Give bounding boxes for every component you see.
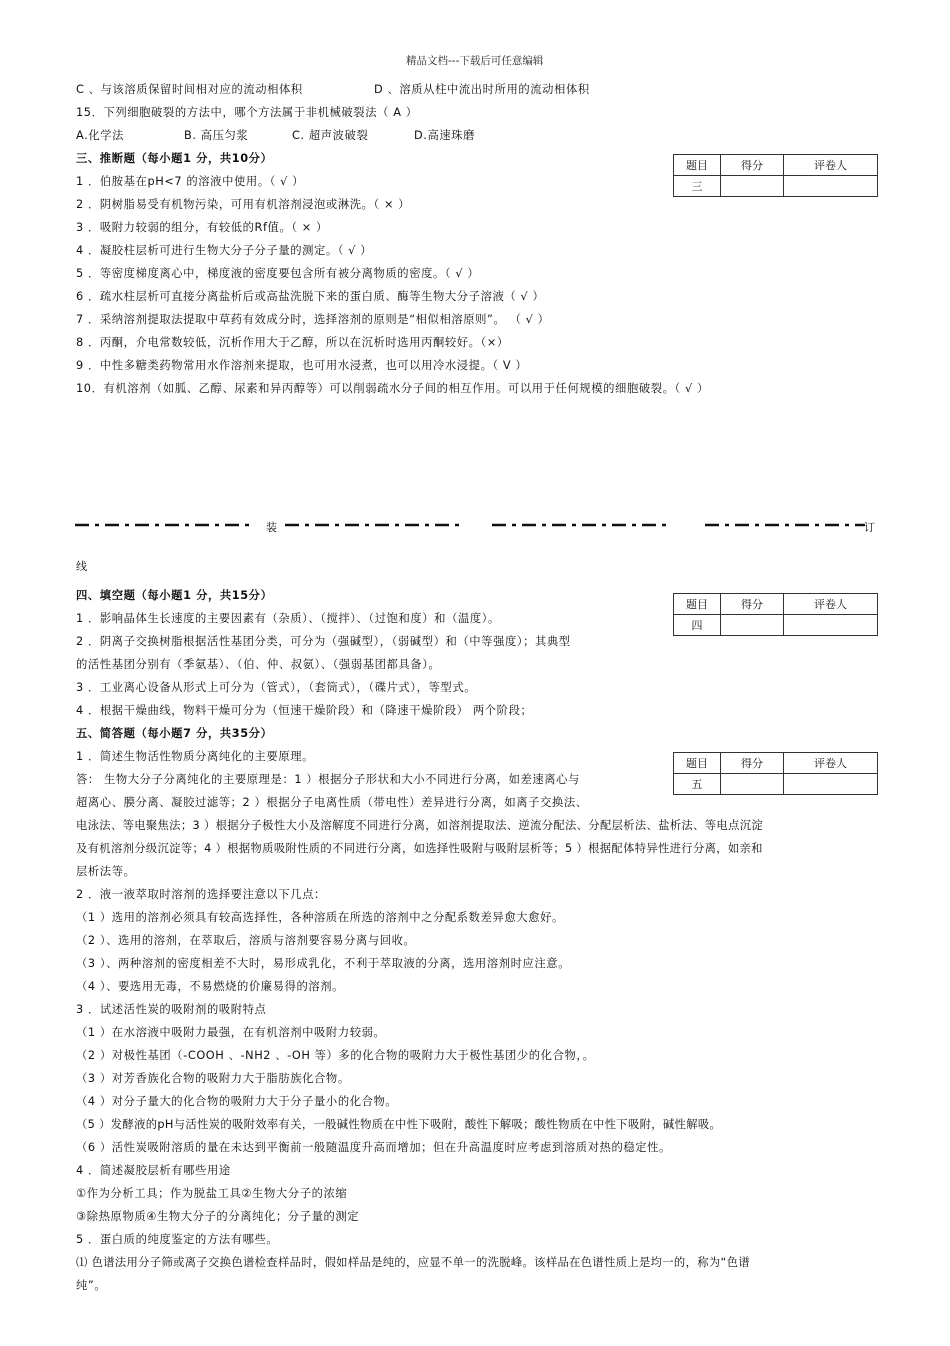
section5-score-table: [673, 752, 878, 795]
section5-q3-item: （5 ）发酵液的pH与活性炭的吸附效率有关，一般碱性物质在中性下吸附，酸性下解吸；酸性物质在中性下吸附，碱性解吸。: [76, 1118, 722, 1131]
score-header-score: 得分: [721, 753, 784, 774]
section3-item: 6 ．疏水柱层析可直接分离盐析后或高盐洗脱下来的蛋白质、酶等生物大分子溶液（ √ ）: [76, 290, 545, 303]
section5-q4-item: ①作为分析工具；作为脱盐工具②生物大分子的浓缩: [76, 1187, 348, 1200]
score-header-item: 题目: [674, 155, 721, 176]
section5-q2-item: （3 ）、两种溶剂的密度相差不大时，易形成乳化，不利于萃取液的分离，选用溶剂时应注意。: [76, 957, 571, 970]
q15-option-c: C. 超声波破裂: [292, 129, 369, 142]
q15-option-b: B. 高压匀浆: [184, 129, 249, 142]
section5-q3-item: （3 ）对芳香族化合物的吸附力大于脂肪族化合物。: [76, 1072, 350, 1085]
grader-cell: [784, 615, 878, 636]
section5-q2-question: 2 ．液一液萃取时溶剂的选择要注意以下几点：: [76, 888, 326, 901]
cut-line-ding: 订: [864, 521, 875, 534]
q14-option-d: D 、溶质从柱中流出时所用的流动相体积: [374, 83, 590, 96]
score-header-grader: 评卷人: [784, 155, 878, 176]
section5-q5-question: 5 ．蛋白质的纯度鉴定的方法有哪些。: [76, 1233, 279, 1246]
section3-score-table: [673, 154, 878, 197]
section4-item: 的活性基团分别有（季氨基）、（伯、仲、叔氨）、（强弱基团都具备）。: [76, 658, 441, 671]
section5-q4-item: ③除热原物质④生物大分子的分离纯化；分子量的测定: [76, 1210, 360, 1223]
section5-q1-answer: 超离心、膜分离、凝胶过滤等；2 ）根据分子电离性质（带电性）差异进行分离，如离子交换法、: [76, 796, 588, 809]
score-header-item: 题目: [674, 594, 721, 615]
section5-q1-answer: 及有机溶剂分级沉淀等；4 ）根据物质吸附性质的不同进行分离，如选择性吸附与吸附层析等；5 ）根据配体特异性进行分离，如亲和: [76, 842, 763, 855]
q15-option-a: A.化学法: [76, 129, 125, 142]
section5-q5-line: 纯”。: [76, 1279, 107, 1292]
section5-q1-answer: 电泳法、等电聚焦法；3 ）根据分子极性大小及溶解度不同进行分离，如溶剂提取法、逆流分配法、分配层析法、盐析法、等电点沉淀: [76, 819, 764, 832]
section3-item: 8 ．丙酮，介电常数较低，沉析作用大于乙醇，所以在沉析时选用丙酮较好。（×）: [76, 336, 509, 349]
section3-item: 4 ．凝胶柱层析可进行生物大分子分子量的测定。（ √ ）: [76, 244, 373, 257]
cut-line-segment: [705, 523, 865, 527]
section5-q2-item: （1 ）选用的溶剂必须具有较高选择性，各种溶质在所选的溶剂中之分配系数差异愈大愈好。: [76, 911, 564, 924]
section3-item: 3 ．吸附力较弱的组分，有较低的Rf值。（ × ）: [76, 221, 328, 234]
section5-q2-item: （2 ）、选用的溶剂，在萃取后，溶质与溶剂要容易分离与回收。: [76, 934, 416, 947]
section5-q2-item: （4 ）、要选用无毒，不易燃烧的价廉易得的溶剂。: [76, 980, 345, 993]
section4-item: 3 ．工业离心设备从形式上可分为（管式），（套筒式），（碟片式），等型式。: [76, 681, 477, 694]
score-item-label: 三: [674, 176, 721, 197]
score-header-score: 得分: [721, 594, 784, 615]
section3-title: 三、推断题（每小题1 分，共10分）: [76, 152, 273, 165]
section4-title: 四、填空题（每小题1 分，共15分）: [76, 589, 273, 602]
score-item-label: 四: [674, 615, 721, 636]
section5-q3-question: 3 ．试述活性炭的吸附剂的吸附特点: [76, 1003, 267, 1016]
section3-item: 9 ．中性多糖类药物常用水作溶剂来提取，也可用水浸煮，也可以用冷水浸提。（ V ）: [76, 359, 528, 372]
cut-line-segment: [285, 523, 461, 527]
cut-line-zhuang: 装: [266, 521, 277, 534]
cut-line-xian: 线: [76, 560, 87, 573]
score-value-cell: [721, 615, 784, 636]
q15-option-d: D.高速珠磨: [414, 129, 476, 142]
section4-item: 2 ．阴离子交换树脂根据活性基团分类，可分为（强碱型），（弱碱型）和（中等强度）；其典型: [76, 635, 571, 648]
section3-item: 5 ．等密度梯度离心中，梯度液的密度要包含所有被分离物质的密度。（ √ ）: [76, 267, 480, 280]
section5-title: 五、简答题（每小题7 分，共35分）: [76, 727, 273, 740]
section5-q1-answer: 答： 生物大分子分离纯化的主要原理是：1 ）根据分子形状和大小不同进行分离，如差速离心与: [76, 773, 580, 786]
section5-q1-answer: 层析法等。: [76, 865, 136, 878]
section4-score-table: [673, 593, 878, 636]
score-header-grader: 评卷人: [784, 753, 878, 774]
section3-item: 2 ．阴树脂易受有机物污染，可用有机溶剂浸泡或淋洗。（ × ）: [76, 198, 411, 211]
score-item-label: 五: [674, 774, 721, 795]
section5-q3-item: （1 ）在水溶液中吸附力最强，在有机溶剂中吸附力较弱。: [76, 1026, 386, 1039]
section3-item: 1 ．伯胺基在pH<7 的溶液中使用。（ √ ）: [76, 175, 304, 188]
section4-item: 1 ．影响晶体生长速度的主要因素有（杂质）、（搅拌）、（过饱和度）和（温度）。: [76, 612, 500, 625]
score-header-grader: 评卷人: [784, 594, 878, 615]
cut-line-segment: [492, 523, 668, 527]
section5-q3-item: （4 ）对分子量大的化合物的吸附力大于分子量小的化合物。: [76, 1095, 398, 1108]
section3-item: 7 ．采纳溶剂提取法提取中草药有效成分时，选择溶剂的原则是“相似相溶原则”。 （ √ ）: [76, 313, 550, 326]
grader-cell: [784, 176, 878, 197]
score-value-cell: [721, 176, 784, 197]
score-value-cell: [721, 774, 784, 795]
q14-option-c: C 、与该溶质保留时间相对应的流动相体积: [76, 83, 303, 96]
section3-item: 10．有机溶剂（如胍、乙醇、尿素和异丙醇等）可以削弱疏水分子间的相互作用。可以用于任何规模的细胞破裂。（ √ ）: [76, 382, 709, 395]
cut-line-segment: [75, 523, 251, 527]
section5-q1-question: 1 ．简述生物活性物质分离纯化的主要原理。: [76, 750, 315, 763]
score-header-item: 题目: [674, 753, 721, 774]
page-header: 精品文档---下载后可任意编辑: [406, 55, 544, 67]
section5-q3-item: （6 ）活性炭吸附溶质的量在未达到平衡前一般随温度升高而增加；但在升高温度时应考虑到溶质对热的稳定性。: [76, 1141, 671, 1154]
section5-q4-question: 4 ．简述凝胶层析有哪些用途: [76, 1164, 231, 1177]
section5-q5-line: ⑴ 色谱法用分子筛或离子交换色谱检查样品时，假如样品是纯的，应显不单一的洗脱峰。该样品在色谱性质上是均一的，称为“色谱: [76, 1256, 751, 1269]
section5-q3-item: （2 ）对极性基团（-COOH 、-NH2 、-OH 等）多的化合物的吸附力大于极性基团少的化合物，。: [76, 1049, 595, 1062]
q15-question: 15．下列细胞破裂的方法中，哪个方法属于非机械破裂法（ A ）: [76, 106, 418, 119]
grader-cell: [784, 774, 878, 795]
score-header-score: 得分: [721, 155, 784, 176]
section4-item: 4 ．根据干燥曲线，物料干燥可分为（恒速干燥阶段）和（降速干燥阶段） 两个阶段；: [76, 704, 533, 717]
